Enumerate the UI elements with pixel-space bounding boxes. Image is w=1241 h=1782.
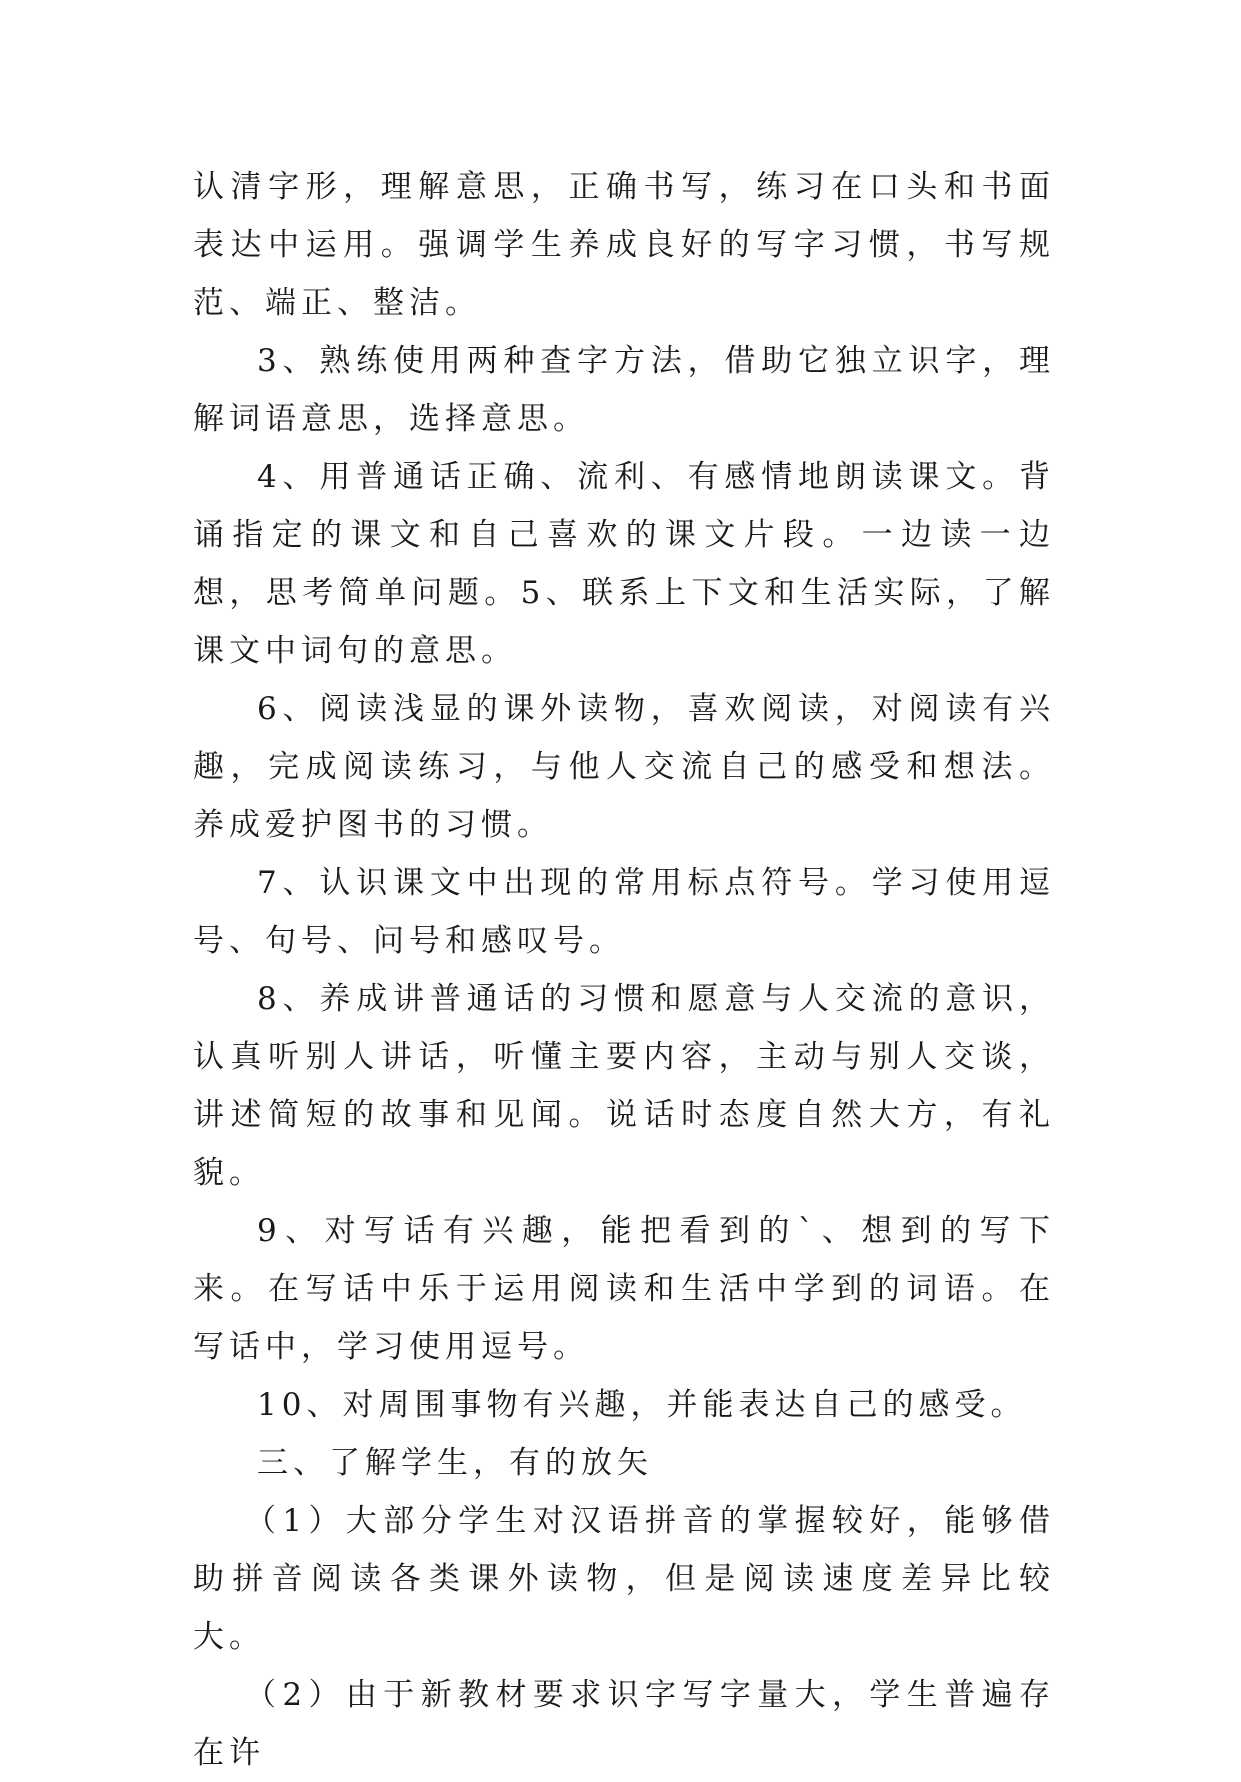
paragraph-item-9: 9、对写话有兴趣，能把看到的`、想到的写下来。在写话中乐于运用阅读和生活中学到的词语。在写话中，学习使用逗号。 — [193, 1213, 1055, 1365]
paragraph-item-6: 6、阅读浅显的课外读物，喜欢阅读，对阅读有兴趣，完成阅读练习，与他人交流自己的感受和想法。养成爱护图书的习惯。 — [193, 691, 1055, 843]
paragraph-point-2: （2）由于新教材要求识字写字量大，学生普遍存在许 — [193, 1677, 1055, 1771]
paragraph-item-4: 4、用普通话正确、流利、有感情地朗读课文。背诵指定的课文和自己喜欢的课文片段。一边读一边想，思考简单问题。5、联系上下文和生活实际，了解课文中词句的意思。 — [193, 459, 1055, 669]
paragraph-item-8: 8、养成讲普通话的习惯和愿意与人交流的意识，认真听别人讲话，听懂主要内容，主动与别人交谈，讲述简短的故事和见闻。说话时态度自然大方，有礼貌。 — [193, 981, 1055, 1191]
paragraph-point-1: （1）大部分学生对汉语拼音的掌握较好，能够借助拼音阅读各类课外读物，但是阅读速度差异比较大。 — [193, 1503, 1055, 1655]
document-page — [193, 158, 1055, 1782]
paragraph-item-7: 7、认识课文中出现的常用标点符号。学习使用逗号、句号、问号和感叹号。 — [193, 865, 1055, 959]
paragraph-item-3: 3、熟练使用两种查字方法，借助它独立识字，理解词语意思，选择意思。 — [193, 343, 1055, 437]
paragraph-writing-habits: 认清字形，理解意思，正确书写，练习在口头和书面表达中运用。强调学生养成良好的写字习惯，书写规范、端正、整洁。 — [193, 169, 1055, 321]
section-heading: 三、了解学生，有的放矢 — [257, 1445, 653, 1481]
paragraph-item-10: 10、对周围事物有兴趣，并能表达自己的感受。 — [257, 1387, 1027, 1423]
